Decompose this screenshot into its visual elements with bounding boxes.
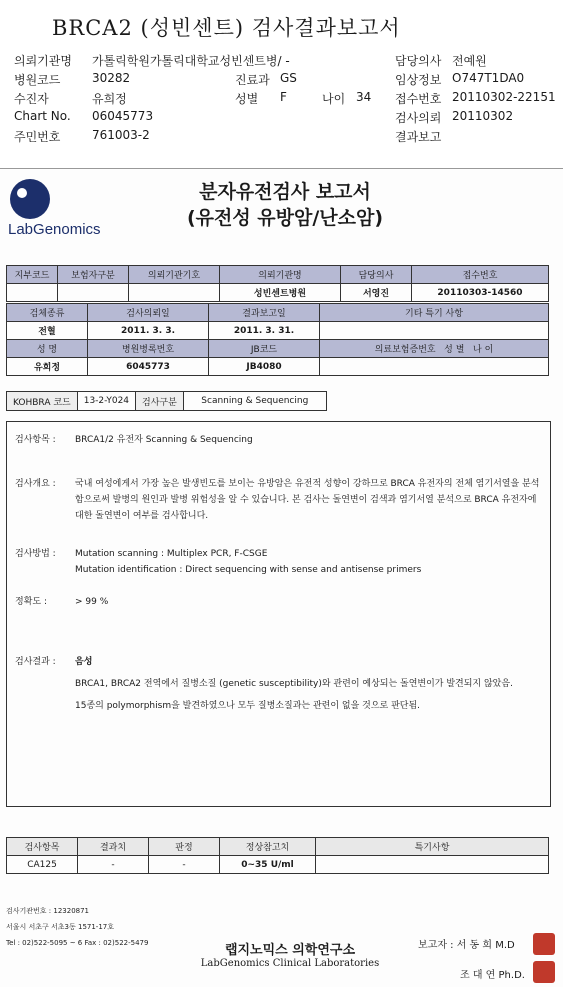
method-line: Mutation identification : Direct sequencing with sense and antisense primers — [75, 565, 422, 575]
section-label: 정확도 : — [15, 597, 47, 607]
header-field-value: O747T1DA0 — [452, 71, 525, 85]
header-field-label: 수진자 — [14, 92, 49, 106]
report-header-title: BRCA2 (성빈센트) 검사결과보고서 — [52, 16, 401, 40]
grid-header-cell — [320, 340, 549, 358]
info-grid — [6, 265, 549, 302]
table-header: 판정 — [149, 838, 220, 856]
test-type-value: Scanning & Sequencing — [183, 392, 326, 411]
grid-header-cell: 결과보고일 — [209, 304, 320, 322]
table-cell: - — [149, 856, 220, 874]
section-item — [15, 432, 540, 448]
kohbra-table — [6, 391, 327, 411]
header-panel — [0, 0, 563, 160]
grid-header-cell: 담당의사 — [341, 266, 412, 284]
section-result — [15, 654, 540, 714]
grid-header-text: 의료보험증번호 — [374, 345, 436, 355]
grid-header-cell: JB코드 — [209, 340, 320, 358]
grid-value-cell: JB4080 — [209, 358, 320, 376]
table-cell: CA125 — [7, 856, 78, 874]
test-type-label: 검사구분 — [136, 392, 184, 411]
result-head: 음성 — [75, 657, 93, 667]
grid-header-cell: 접수번호 — [412, 266, 549, 284]
header-field-value: 가톨릭학원가톨릭대학교성빈센트병/ - — [92, 54, 290, 68]
reporter-2: 조 대 연 Ph.D. — [460, 970, 525, 981]
section-label: 검사결과 : — [15, 657, 56, 667]
header-field-label: 의뢰기관명 — [14, 54, 72, 68]
grid-value-cell: 서영진 — [341, 284, 412, 302]
header-field-value: 34 — [356, 90, 372, 104]
grid-value-cell: 6045773 — [88, 358, 209, 376]
header-field-value: GS — [280, 71, 297, 85]
section-overview — [15, 476, 540, 524]
grid-header-cell: 검체종류 — [7, 304, 88, 322]
report-body — [6, 421, 551, 807]
reporter: 보고자 : 서 동 희 M.D — [418, 940, 515, 951]
header-field-value: 30282 — [92, 71, 131, 85]
grid-value-cell: 유희정 — [7, 358, 88, 376]
header-field-label: 성별 — [235, 92, 259, 106]
grid-value-cell — [7, 284, 58, 302]
lab-values-table — [6, 837, 549, 874]
header-field-label: 검사의뢰 — [395, 111, 442, 125]
header-field-value: 06045773 — [92, 109, 154, 123]
table-cell: 0~35 U/ml — [220, 856, 316, 874]
grid-header-cell: 보험자구분 — [58, 266, 129, 284]
org-name-kr: 랩지노믹스 의학연구소 — [224, 943, 356, 958]
seal-stamp-icon — [533, 933, 555, 955]
header-field-label: 병원코드 — [14, 73, 61, 87]
labgenomics-logo-icon — [8, 177, 52, 221]
kohbra-code: 13-2-Y024 — [77, 392, 135, 411]
grid-header-cell: 지부코드 — [7, 266, 58, 284]
seal-stamp-icon — [533, 961, 555, 983]
header-field-label: 접수번호 — [395, 92, 442, 106]
report-title-line1: 분자유전검사 보고서 — [199, 181, 371, 203]
header-field-value: 전예원 — [452, 54, 487, 68]
grid-value-cell — [320, 322, 549, 340]
grid-value-cell — [58, 284, 129, 302]
section-label: 검사항목 : — [15, 435, 56, 445]
method-line: Mutation scanning : Multiplex PCR, F-CSGE — [75, 549, 268, 559]
header-field-value: 유희정 — [92, 92, 127, 106]
sample-grid — [6, 303, 549, 376]
section-accuracy — [15, 594, 540, 610]
report-title — [180, 179, 390, 231]
footer-line: Tel : 02)522-5095 ~ 6 Fax : 02)522-5479 — [6, 939, 149, 947]
header-field-label: 담당의사 — [395, 54, 442, 68]
section-method — [15, 546, 540, 578]
section-text: 국내 여성에게서 가장 높은 발생빈도를 보이는 유방암은 유전적 성향이 강하므로 BRCA 유전자의 전체 염기서열을 분석함으로써 발병의 원인과 발병 위험성을 알 수 있습니다. 본 검사는 돌연변이 검색과 염기서열 분석으로 BRCA 유전자에 대한 돌연변이 여부를 검사합니다. — [75, 479, 540, 521]
header-field-label: 결과보고 — [395, 130, 442, 144]
grid-value-cell: 20110303-14560 — [412, 284, 549, 302]
header-field-value: 20110302-22151 — [452, 90, 556, 104]
footer-org — [195, 939, 385, 969]
header-field-label: Chart No. — [14, 109, 71, 123]
header-field-label: 나이 — [322, 92, 346, 106]
table-header: 정상참고치 — [220, 838, 316, 856]
table-cell — [316, 856, 549, 874]
header-field-value: F — [280, 90, 287, 104]
section-label: 검사방법 : — [15, 549, 56, 559]
header-field-label: 진료과 — [235, 73, 270, 87]
grid-value-cell: 2011. 3. 31. — [209, 322, 320, 340]
grid-header-cell: 의뢰기관명 — [220, 266, 341, 284]
grid-header-cell: 병원병록번호 — [88, 340, 209, 358]
report-document — [0, 168, 563, 987]
section-label: 검사개요 : — [15, 479, 56, 489]
footer-line: 서울시 서초구 서초3동 1571-17호 — [6, 923, 114, 931]
grid-value-cell: 전혈 — [7, 322, 88, 340]
header-field-label: 주민번호 — [14, 130, 61, 144]
header-field-value: 761003-2 — [92, 128, 150, 142]
table-header: 특기사항 — [316, 838, 549, 856]
kohbra-label: KOHBRA 코드 — [7, 392, 78, 411]
grid-value-cell — [320, 358, 549, 376]
grid-header-cell: 의뢰기관기호 — [129, 266, 220, 284]
logo-text: LabGenomics — [8, 221, 101, 238]
grid-header-cell: 기타 특기 사항 — [320, 304, 549, 322]
footer-signatures — [418, 931, 525, 991]
table-cell: - — [78, 856, 149, 874]
header-field-label: 임상정보 — [395, 73, 442, 87]
section-text: > 99 % — [75, 597, 109, 607]
org-name-en: LabGenomics Clinical Laboratories — [200, 958, 380, 969]
table-header: 검사항목 — [7, 838, 78, 856]
footer-contact — [6, 903, 148, 951]
grid-header-cell: 검사의뢰일 — [88, 304, 209, 322]
grid-value-cell: 성빈센트병원 — [220, 284, 341, 302]
grid-header-text: 성 별 — [444, 345, 465, 355]
result-line: 15종의 polymorphism을 발견하였으나 모두 질병소질과는 관련이 없을 것으로 판단됨. — [75, 701, 421, 711]
grid-value-cell: 2011. 3. 3. — [88, 322, 209, 340]
footer-line: 검사기관번호 : 12320871 — [6, 907, 90, 915]
header-field-value: 20110302 — [452, 109, 514, 123]
grid-header-cell: 성 명 — [7, 340, 88, 358]
section-text: BRCA1/2 유전자 Scanning & Sequencing — [75, 435, 253, 445]
table-header: 결과치 — [78, 838, 149, 856]
report-title-line2: (유전성 유방암/난소암) — [186, 207, 384, 229]
grid-value-cell — [129, 284, 220, 302]
result-line: BRCA1, BRCA2 전역에서 질병소질 (genetic susceptibility)와 관련이 예상되는 돌연변이가 발견되지 않았음. — [75, 679, 513, 689]
grid-header-text: 나 이 — [473, 345, 494, 355]
